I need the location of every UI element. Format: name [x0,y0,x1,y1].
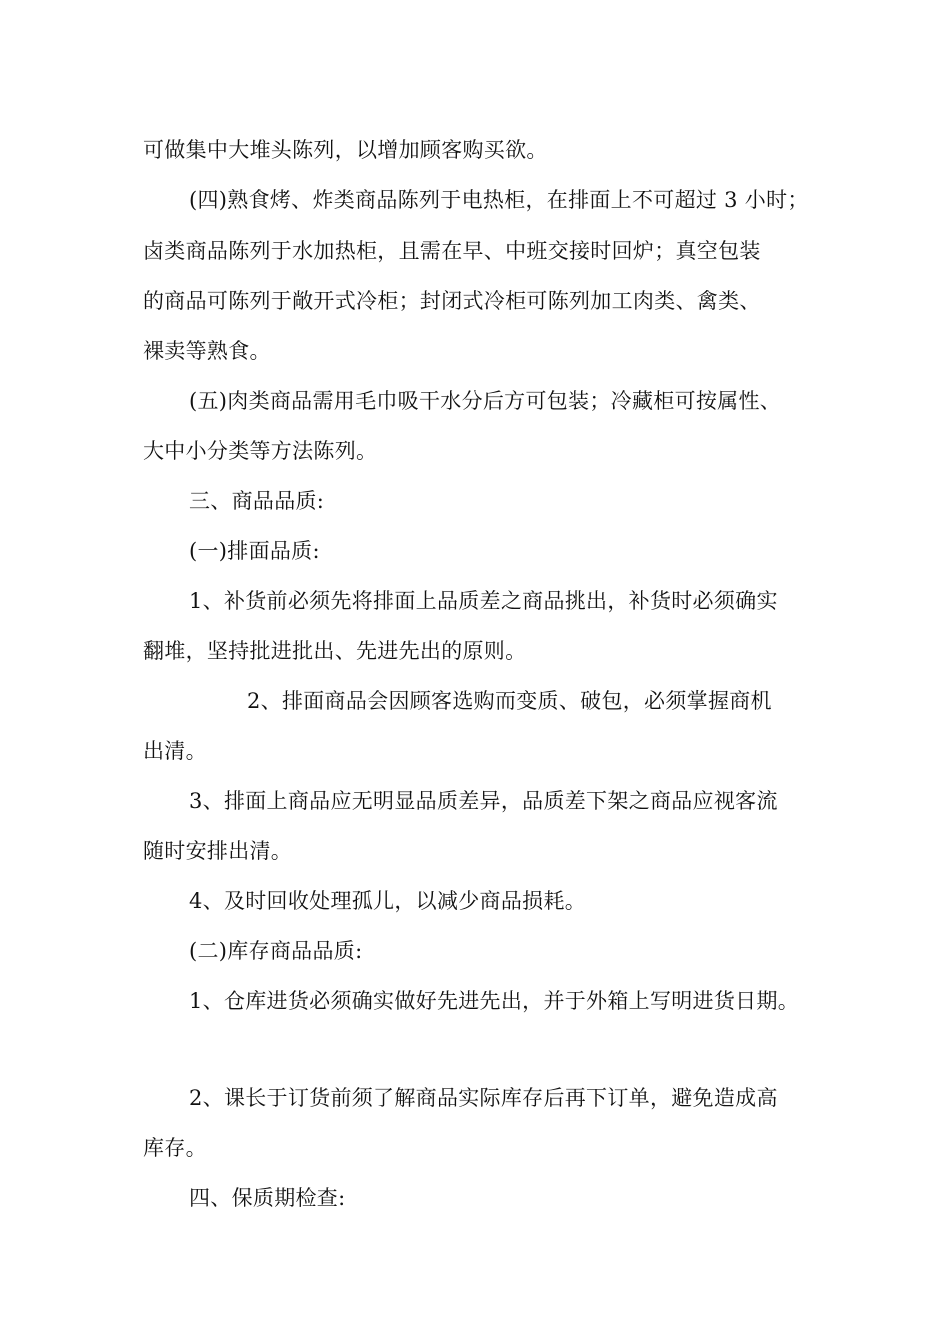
paragraph-line: 3、排面上商品应无明显品质差异，品质差下架之商品应视客流 [189,789,778,813]
paragraph-line: 随时安排出清。 [143,839,293,863]
subsection-heading: (二)库存商品品质: [189,939,363,963]
paragraph-line: (五)肉类商品需用毛巾吸干水分后方可包装；冷藏柜可按属性、 [189,389,782,413]
subsection-heading: (一)排面品质: [189,539,320,563]
paragraph-line: 2、课长于订货前须了解商品实际库存后再下订单，避免造成高 [189,1086,778,1110]
paragraph-line: 裸卖等熟食。 [143,339,271,363]
paragraph-line: 可做集中大堆头陈列，以增加顾客购买欲。 [143,138,548,162]
paragraph-line: 1、补货前必须先将排面上品质差之商品挑出，补货时必须确实 [189,589,778,613]
paragraph-line: 4、及时回收处理孤儿，以减少商品损耗。 [189,889,587,913]
paragraph-line: 大中小分类等方法陈列。 [143,439,378,463]
paragraph-line: 翻堆，坚持批进批出、先进先出的原则。 [143,639,527,663]
paragraph-line: 2、排面商品会因顾客选购而变质、破包，必须掌握商机 [247,689,772,713]
paragraph-line: 库存。 [143,1136,207,1160]
paragraph-line: 的商品可陈列于敞开式冷柜；封闭式冷柜可陈列加工肉类、禽类、 [143,289,761,313]
paragraph-line: (四)熟食烤、炸类商品陈列于电热柜，在排面上不可超过 3 小时； [189,188,809,212]
section-heading: 四、保质期检查: [189,1186,346,1210]
paragraph-line: 出清。 [143,739,207,763]
paragraph-line: 卤类商品陈列于水加热柜，且需在早、中班交接时回炉；真空包装 [143,239,761,263]
section-heading: 三、商品品质: [189,489,325,513]
paragraph-line: 1、仓库进货必须确实做好先进先出，并于外箱上写明进货日期。 [189,989,800,1013]
